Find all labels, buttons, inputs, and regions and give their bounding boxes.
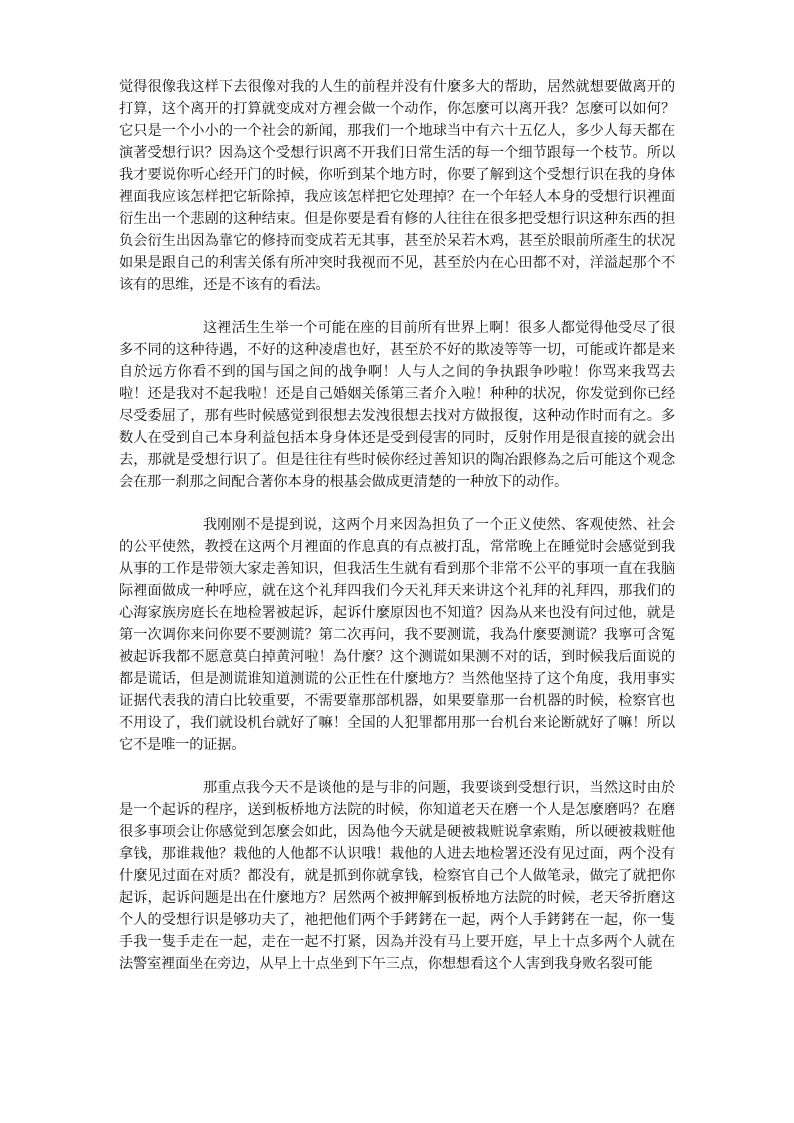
paragraph-4: 那重点我今天不是谈他的是与非的问题，我要谈到受想行识，当然这时由於是一个起诉的程序，送到板桥地方法院的时候，你知道老天在磨一个人是怎麼磨吗？在磨很多事项会让你感觉到怎麼会如此，因為他今天就是硬被栽赃说拿索贿，所以硬被栽赃他拿钱，那谁栽他？栽他的人他都不认识哦！栽他的人进去地检署还没有见过面，两个没有什麼见过面在对质？都没有，就是抓到你就拿钱，检察官自己个人做笔录，做完了就把你起诉，起诉问题是出在什麼地方？居然两个被押解到板桥地方法院的时候，老天爷折磨这个人的受想行识是够功夫了，祂把他们两个手銬銬在一起，两个人手銬銬在一起，你一隻手我一隻手走在一起，走在一起不打紧，因為并没有马上要开庭，早上十点多两个人就在法警室裡面坐在旁边，从早上十点坐到下午三点，你想想看这个人害到我身败名裂可能 [119, 780, 675, 972]
paragraph-2: 这裡活生生举一个可能在座的目前所有世界上啊！很多人都觉得他受尽了很多不同的这种待遇，不好的这种凌虐也好，甚至於不好的欺凌等等一切，可能或许都是来自於远方你看不到的国与国之间的战争啊！人与人之间的争执跟争吵啦！你骂来我骂去啦！还是我对不起我啦！还是自己婚姻关係第三者介入啦！种种的状况，你发觉到你已经尽受委屈了，那有些时候感觉到很想去发洩很想去找对方做报復，这种动作时而有之。多数人在受到自己本身利益包括本身身体还是受到侵害的同时，反射作用是很直接的就会出去，那就是受想行识了。但是往往有些时候你经过善知识的陶冶跟修為之后可能这个观念会在那一刹那之间配合著你本身的根基会做成更清楚的一种放下的动作。 [119, 320, 675, 490]
paragraph-3: 我刚刚不是提到说，这两个月来因為担负了一个正义使然、客观使然、社会的公平使然，教授在这两个月裡面的作息真的有点被打乱，常常晚上在睡觉时会感觉到我从事的工作是带领大家走善知识，但我活生生就有看到那个非常不公平的事项一直在我脑际裡面做成一种呼应，就在这个礼拜四我们今天礼拜天来讲这个礼拜的礼拜四，那我们的心海家族房庭长在地检署被起诉，起诉什麼原因也不知道？因為从来也没有问过他，就是第一次调你来问你要不要测谎？第二次再问，我不要测谎，我為什麼要测谎？我寧可含冤被起诉我都不愿意莫白掉黄河啦！為什麼？这个测谎如果测不对的话，到时候我后面说的都是谎话，但是测谎谁知道测谎的公正性在什麼地方？当然他坚持了这个角度，我用事实证据代表我的清白比较重要，不需要靠那部机器，如果要靠那一台机器的时候，检察官也不用设了，我们就设机台就好了嘛！全国的人犯罪都用那一台机台来论断就好了嘛！所以它不是唯一的证据。 [119, 517, 675, 753]
document-page [119, 76, 675, 996]
paragraph-1: 觉得很像我这样下去很像对我的人生的前程并没有什麼多大的帮助，居然就想要做离开的打算，这个离开的打算就变成对方裡会做一个动作，你怎麼可以离开我？怎麼可以如何？它只是一个小小的一个社会的新闻，那我们一个地球当中有六十五亿人，多少人每天都在演著受想行识？因為这个受想行识离不开我们日常生活的每一个细节跟每一个枝节。所以我才要说你听心经开门的时候，你听到某个地方时，你要了解到这个受想行识在我的身体裡面我应该怎样把它斩除掉，我应该怎样把它处理掉？在一个年轻人本身的受想行识裡面衍生出一个悲剧的这种结束。但是你要是看有修的人往往在很多把受想行识这种东西的担负会衍生出因為靠它的修持而变成若无其事，甚至於呆若木鸡，甚至於眼前所產生的状况如果是跟自己的利害关係有所冲突时我视而不见，甚至於内在心田都不对，洋溢起那个不该有的思维，还是不该有的看法。 [119, 79, 675, 293]
